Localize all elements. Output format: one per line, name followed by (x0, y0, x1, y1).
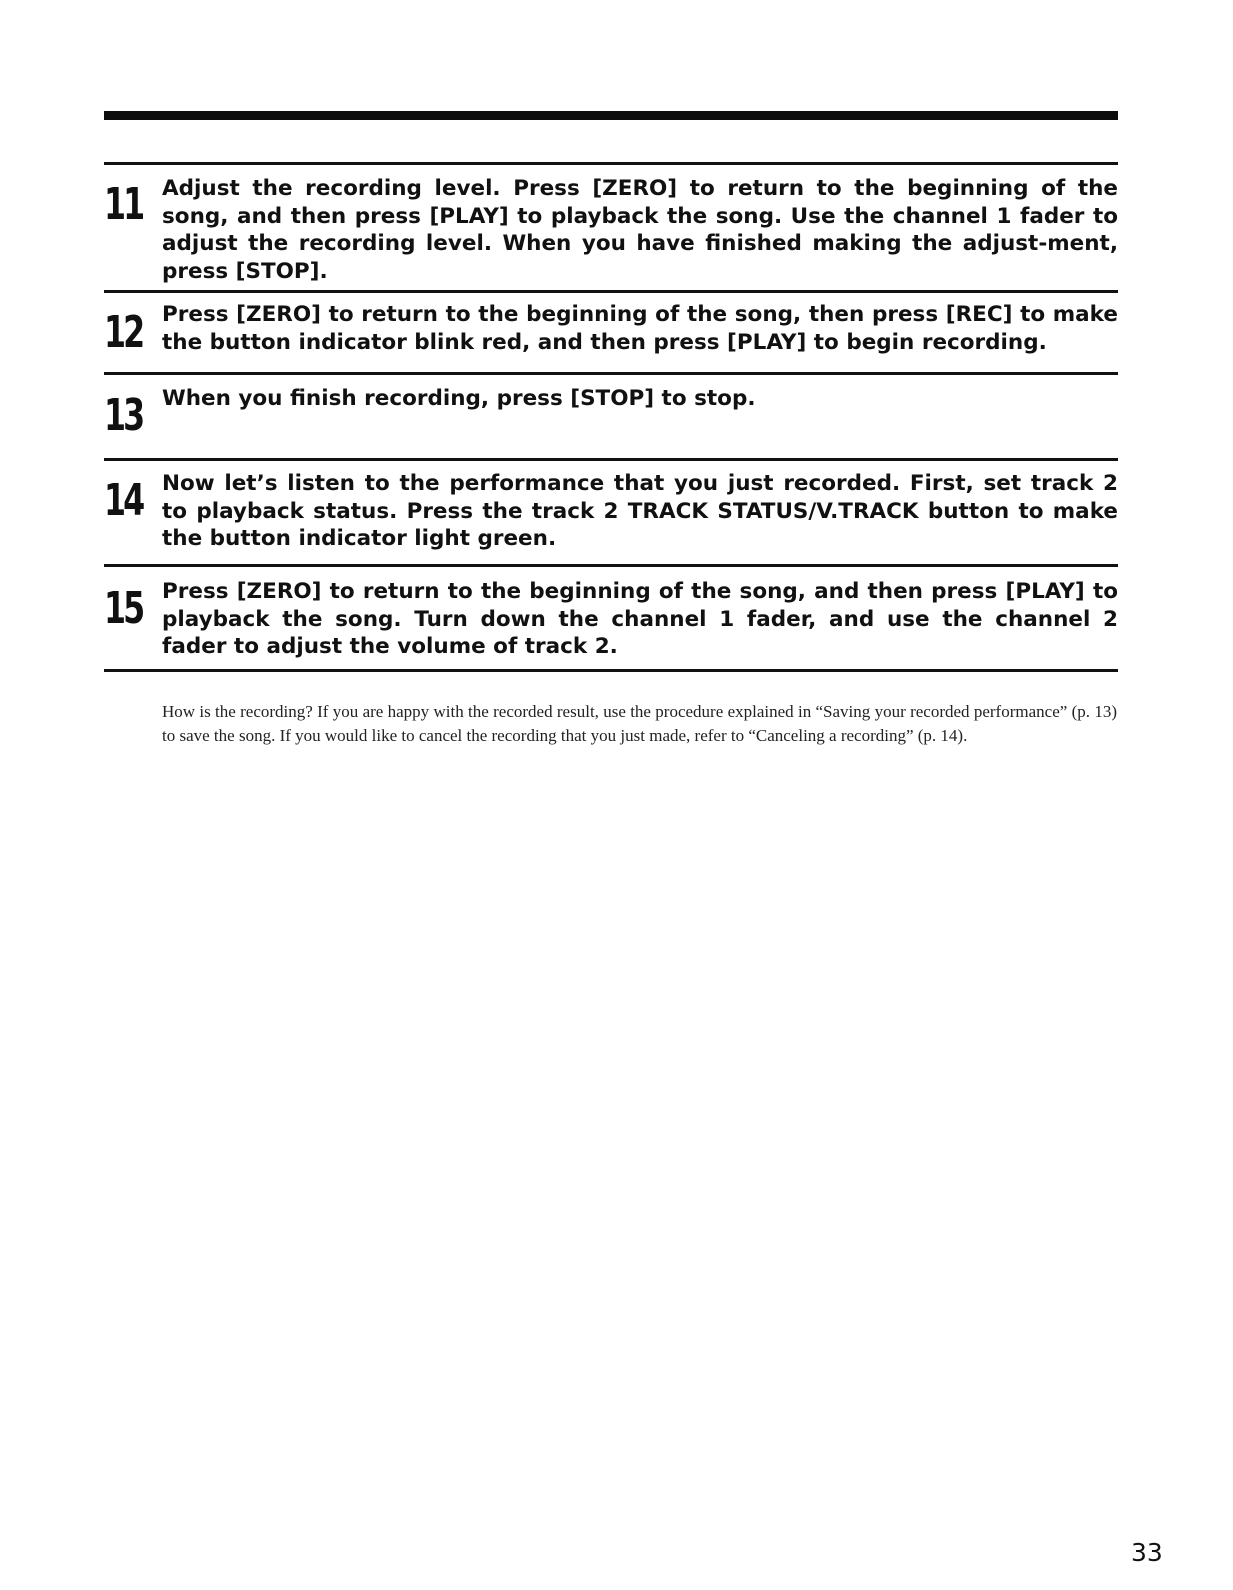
step-text: Adjust the recording level. Press [ZERO] to return to the beginning of the song, and then press [PLAY] to playback the song. Use the channel 1 fader to adjust the recording level. When you have finished making the adjust-ment, press [STOP]. (162, 176, 1118, 284)
step-text: Press [ZERO] to return to the beginning of the song, then press [REC] to make the button indicator blink red, and then press [PLAY] to begin recording. (162, 302, 1118, 355)
step-14 (104, 458, 1118, 564)
note-paragraph: How is the recording? If you are happy with the recorded result, use the procedure explained in “Saving your recorded performance” (p. 13) to save the song. If you would like to cancel the recording that you just made, refer to “Canceling a recording” (p. 14). (162, 702, 1117, 745)
top-rule (104, 111, 1118, 120)
step-11 (104, 162, 1118, 290)
step-number: 15 (104, 583, 143, 634)
step-12 (104, 290, 1118, 372)
step-number: 13 (104, 390, 143, 441)
bottom-rule (104, 669, 1118, 672)
step-number: 11 (104, 179, 143, 230)
step-text: Press [ZERO] to return to the beginning of the song, and then press [PLAY] to playback the song. Turn down the channel 1 fader, and use the channel 2 fader to adjust the volume of track 2. (162, 579, 1118, 659)
step-text: When you finish recording, press [STOP] to stop. (162, 386, 756, 411)
step-15 (104, 564, 1118, 669)
step-number: 12 (104, 307, 143, 358)
page-number: 33 (1131, 1538, 1163, 1567)
step-13 (104, 372, 1118, 458)
step-number: 14 (104, 475, 143, 526)
step-text: Now let’s listen to the performance that you just recorded. First, set track 2 to playback status. Press the track 2 TRACK STATUS/V.TRACK button to make the button indicator light green. (162, 471, 1118, 551)
